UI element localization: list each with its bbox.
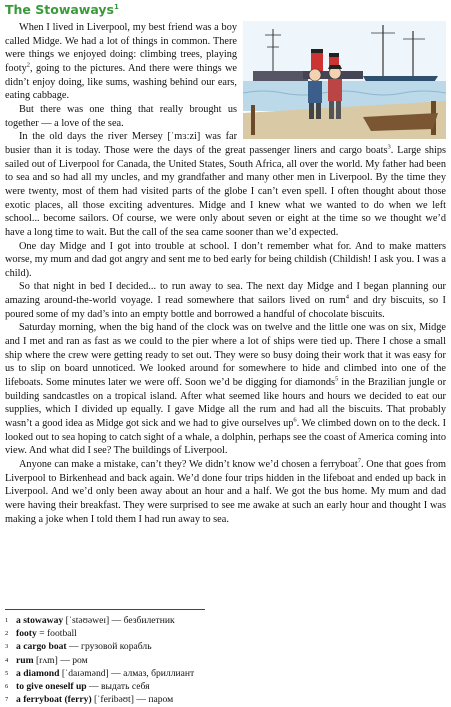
story-text xyxy=(5,21,446,526)
footnote-number: 3 xyxy=(5,643,9,651)
harbour-illustration xyxy=(243,21,446,139)
footnote-number: 6 xyxy=(5,683,9,691)
paragraph xyxy=(5,280,446,321)
paragraph-text: and dry biscuits, so I poured some of my dad’s into an empty bottle and borrowed a handful of chocolate biscuits. xyxy=(5,295,446,320)
paragraph-text: When I lived in Liverpool, my best friend was a boy called Midge. We had a lot of things in common. There were things we enjoyed doing: climbing trees, playing footy xyxy=(5,22,237,74)
paragraph-text: . One that goes from Liverpool to Birkenhead and back again. We’d done four trips hidden in the lifeboat and ended up back in Liverpool. And we’d only been away about an hour and a half. We got the bus home. My mum and dad were having their breakfast. They were surprised to see me awake at such an early hour and thought I was making a joke when I told them I had run away to sea. xyxy=(5,459,446,525)
footnote-definition: = football xyxy=(36,628,77,640)
paragraph-text: In the old days the river Mersey [ˈmɜːzi] was far busier than it is today. Those were the days of the great passenger liners and cargo boats xyxy=(5,131,388,156)
footnote-definition: [ˈferibəʊt] — паром xyxy=(91,694,174,706)
footnote xyxy=(5,693,445,706)
paragraph-text: Anyone can make a mistake, can’t they? We didn’t know we’d chosen a ferryboat xyxy=(19,459,358,470)
footnote-term: rum xyxy=(16,654,34,666)
footnote xyxy=(5,680,445,693)
footnote xyxy=(5,667,445,680)
footnote-definition: [rʌm] — ром xyxy=(33,654,88,666)
footnote-number: 5 xyxy=(5,669,9,677)
paragraph-text: One day Midge and I got into trouble at school. I don’t remember what for. And to make matters worse, my mum and dad got angry and sent me to bed early for being childish (Childish! I ask you. I was a child). xyxy=(5,240,446,279)
footnote-term: footy xyxy=(16,628,37,640)
footnote-definition: [ˈdaɪəmənd] — алмаз, бриллиант xyxy=(59,667,195,679)
footnote-number: 4 xyxy=(5,656,9,664)
footnote-marker: 7 xyxy=(357,457,361,465)
footnote-number: 2 xyxy=(5,630,9,638)
footnote-definition: — грузовой корабль xyxy=(66,641,152,653)
footnote-marker: 3 xyxy=(387,143,391,151)
paragraph xyxy=(5,240,446,281)
footnote-number: 1 xyxy=(5,617,9,624)
footnote xyxy=(5,640,445,653)
footnote-term: to give oneself up xyxy=(16,681,87,693)
paragraph xyxy=(5,458,446,526)
story-title: The Stowaways$^1$ xyxy=(5,2,119,17)
footnote-term: a cargo boat xyxy=(16,641,67,653)
footnote xyxy=(5,627,445,640)
footnotes xyxy=(5,614,445,706)
footnote xyxy=(5,654,445,667)
paragraph-text: . Large ships sailed out of Liverpool for Canada, the United States, South Africa, all over the world. My father had been to sea and so had all my uncles, and my grandfather and many other men in Liverpool. By the time they were twenty, most of them had visited parts of the globe I can’t even spell. I often thought about those exotic places, all those exciting adventures. Midge and I knew what we wanted to do when we left school... become sailors. Of course, we were only about seven or eight at the time so we thought we’d have a long time to wait. But the call of the sea came sooner than we’d expected. xyxy=(5,144,446,238)
paragraph-text: But there was one thing that really brought us together — a love of the sea. xyxy=(5,103,237,129)
paragraph-text: . We climbed down on to the deck. I looked out to sea hoping to catch sight of a whale, a dolphin, perhaps see the coast of America coming into view. And what did I see? The buildings of Liverpool. xyxy=(5,418,446,457)
footnote-marker: 4 xyxy=(345,293,349,301)
footnote-definition: [ˈstəʊəweɪ] — безбилетник xyxy=(63,615,175,626)
footnote-definition: — выдать себя xyxy=(86,681,150,693)
footnote-term: a stowaway xyxy=(16,615,64,626)
paragraph-text: So that night in bed I decided... to run away to sea. The next day Midge and I began planning our amazing around-the-world voyage. I read somewhere that sailors lived on rum xyxy=(5,281,446,307)
footnote xyxy=(5,614,445,627)
paragraph-text: , going to the pictures. And there were things we didn’t enjoy doing, like sums, washing behind our ears, eating cabbage. xyxy=(5,62,237,102)
footnote-divider xyxy=(5,609,205,610)
footnote-marker: 2 xyxy=(26,61,30,69)
footnote-marker: 6 xyxy=(293,416,297,424)
footnote-number: 7 xyxy=(5,696,9,704)
paragraph xyxy=(5,321,446,458)
paragraph-text: in the Brazilian jungle or building sandcastles on a tropical island. After what seemed like hours and hours we decided to eat our supplies, which I divided up equally. I gave Midge all the rum and had all the biscuits. That probably wasn’t a good idea as Midge got sick and we had to give ourselves up xyxy=(5,377,447,430)
paragraph-text: Saturday morning, when the big hand of the clock was on twelve and the little one was on six, Midge and I met and ran as fast as we could to the pier where a lot of ships were tied up. There I chose a small ship where the crew were getting ready to set out. They were so busy doing their work that it was easy for us to slip on board unnoticed. We looked around for somewhere to hide and climbed into one of the lifeboats. Some minutes later we were off. Soon we’d be digging for diamonds xyxy=(5,322,446,389)
footnote-term: a diamond xyxy=(16,667,60,679)
footnote-marker: 5 xyxy=(335,375,339,383)
paragraph xyxy=(5,130,446,239)
footnote-term: a ferryboat (ferry) xyxy=(16,694,92,706)
